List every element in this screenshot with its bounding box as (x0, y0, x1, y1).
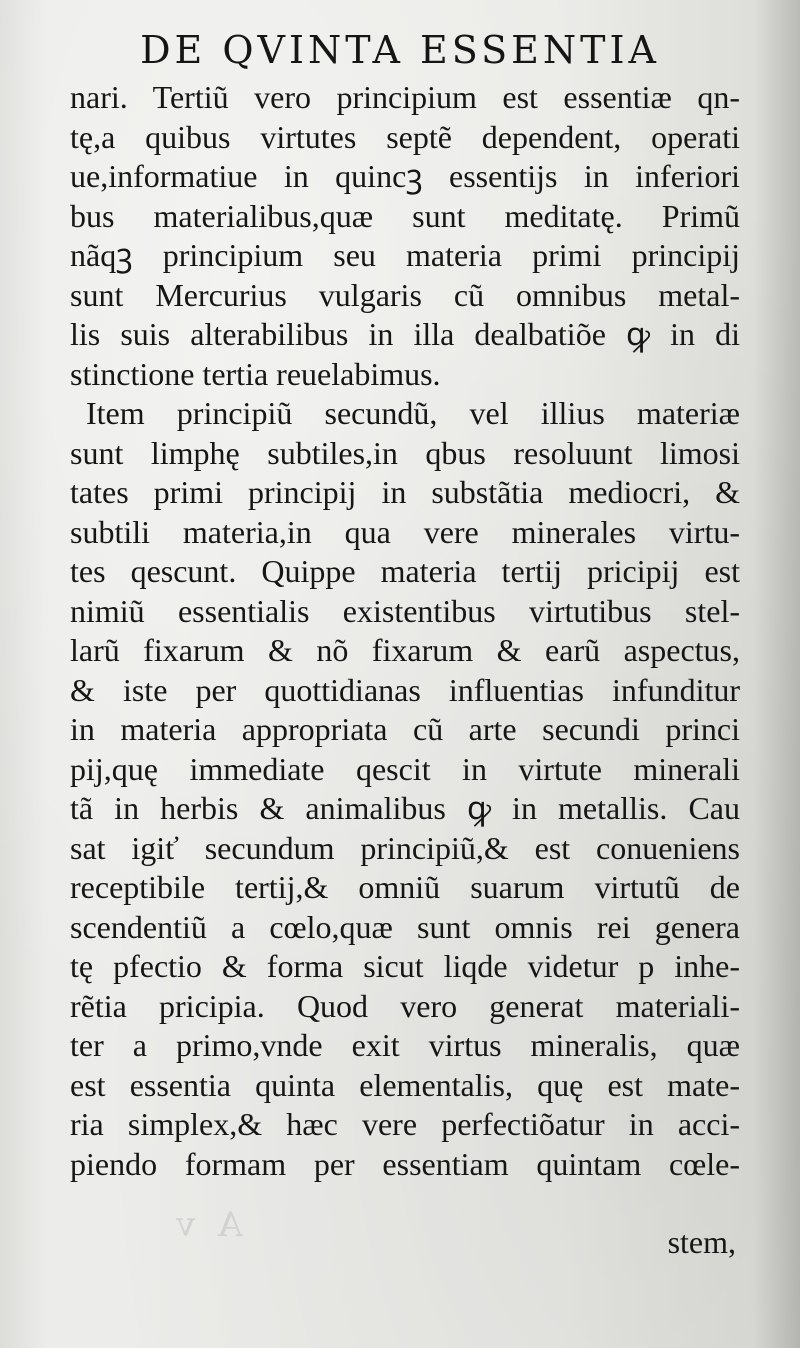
text-block (70, 78, 740, 1184)
text-line: scendentiũ a cœlo,quæ sunt omnis rei genera (70, 908, 740, 945)
text-line: nimiũ essentialis existentibus virtutibus stel- (70, 592, 740, 629)
text-line: sat igiť secundum principiũ,& est conueniens (70, 829, 740, 866)
bleed-through-from-verso: A v (170, 1205, 243, 1245)
text-line: larũ fixarum & nõ fixarum & earũ aspectus, (70, 632, 740, 668)
text-line: piendo formam per essentiam quintam cœle- (70, 1145, 740, 1182)
text-line: tã in herbis & animalibus ꝙ in metallis. Cau (70, 790, 740, 826)
text-line: in materia appropriata cũ arte secundi princi (70, 711, 740, 747)
text-line: & iste per quottidianas influentias infunditur (70, 671, 740, 708)
text-line: sunt limphę subtiles,in qbus resoluunt limosi (70, 434, 740, 471)
text-line: bus materialibus,quæ sunt meditatę. Primũ (70, 197, 740, 234)
text-line: stinctione tertia reuelabimus. (70, 355, 441, 392)
paragraph-start-line: Item principiũ secundũ, vel illius materiæ (86, 395, 740, 431)
text-line: sunt Mercurius vulgaris cũ omnibus metal- (70, 276, 740, 313)
text-line: ue,informatiue in quincꝫ essentijs in inferiori (70, 158, 740, 194)
text-line: receptibile tertij,& omniũ suarum virtutũ de (70, 869, 740, 905)
text-line: tę pfectio & forma sicut liqde videtur p inhe- (70, 948, 740, 984)
running-head: DE QVINTA ESSENTIA (140, 28, 660, 72)
text-line: ria simplex,& hæc vere perfectiõatur in acci- (70, 1106, 740, 1142)
page-edge-shadow (754, 0, 800, 1348)
text-line: nãqꝫ principium seu materia primi principij (70, 237, 740, 273)
text-line: pij,quę immediate qescit in virtute minerali (70, 750, 740, 787)
catchword: stem, (667, 1224, 736, 1260)
text-line: tę,a quibus virtutes septẽ dependent, operati (70, 118, 740, 155)
text-line: est essentia quinta elementalis, quę est mate- (70, 1066, 740, 1103)
text-line: ter a primo,vnde exit virtus mineralis, quæ (70, 1027, 740, 1063)
text-line: lis suis alterabilibus in illa dealbatiõe ꝙ in di (70, 316, 740, 352)
text-line: nari. Tertiũ vero principium est essentiæ qn- (70, 79, 740, 115)
text-line: tates primi principij in substãtia mediocri, & (70, 474, 740, 510)
text-line: tes qescunt. Quippe materia tertij pricipij est (70, 553, 740, 589)
text-line: subtili materia,in qua vere minerales virtu- (70, 513, 740, 550)
text-line: rẽtia pricipia. Quod vero generat materiali- (70, 987, 740, 1024)
